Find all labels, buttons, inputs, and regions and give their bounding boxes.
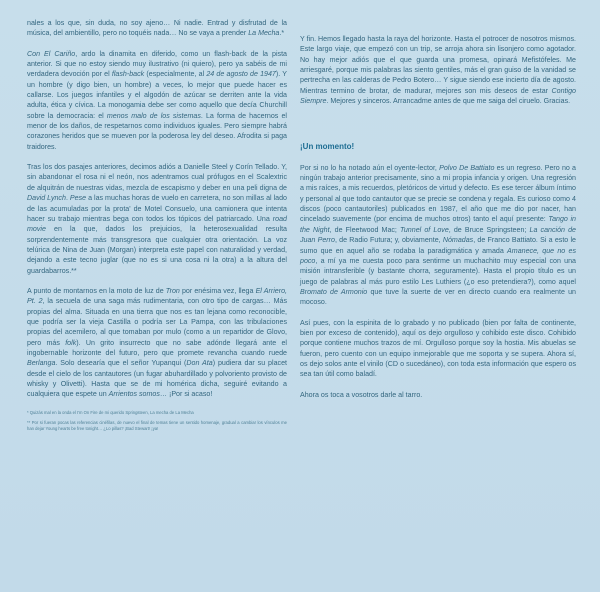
italic-run: Nómadas — [442, 236, 474, 245]
footnote-2: ** Por si fueran pocas las referencias cinéfilas, de nuevo el final de temas tiene un sentido homenaje, gradual a cambiar los vínculos me han dejar Young hearts be free tonight… ¿Lo pillas? ¡Bad Stewart! ¡ya! — [27, 419, 287, 431]
italic-run: Tron — [165, 286, 180, 295]
right-paragraph-2 — [300, 163, 576, 308]
italic-run: folk — [65, 338, 77, 347]
italic-run: La Mecha — [248, 29, 280, 38]
text-run: por enésima vez, llega — [179, 286, 256, 295]
italic-run: Pese — [69, 194, 87, 203]
text-run: . Solo desearía que el señor Yupanqui ( — [55, 359, 187, 368]
text-run: ). Un grito insurrecto que no sabe adónde llegará ante el ingobernable horizonte del futuro, pero que promete revancha cuando ruede — [27, 338, 287, 357]
text-run: ) pudiera dar su placet desde el cielo de los cantautores (un fugar abuhardillado y polvoriento provisto de whisky y Olivetti). Hasta que se de mi homérica dicha, seguiré evitando a cualquiera que espete un — [27, 359, 287, 399]
text-run: que tuve la suerte de ver en directo cuando era realmente un mocoso. — [300, 287, 576, 307]
right-paragraph-4: Ahora os toca a vosotros darle al tarro. — [300, 390, 423, 399]
italic-run: El Arriero, Pt. 2 — [27, 286, 287, 306]
italic-run: flash-back — [111, 70, 145, 79]
text-run: , de Fleetwood Mac; — [329, 225, 401, 234]
text-run: . — [65, 194, 70, 203]
left-paragraph-2 — [27, 49, 287, 152]
text-run: nales a los que, sin duda, no soy ajeno… Ni nadie. Entrad y disfrutad de la música, del ambientillo, pero no toquéis nada… No se vaya a prender — [27, 19, 287, 38]
text-run: , de Franco Battiato. Si a esto le sumo que en aquel año se rodaba la paradigmática y amada — [300, 236, 576, 255]
text-run: a las muchas horas de vuelo en carretera, no son millas al lado de las acumuladas por la prota' de Motel Consuelo, una camionera que intenta hacer su trabajo mientras bega con todos los tópicos del patriarcado. Una — [27, 194, 287, 223]
italic-run: 24 de agosto de 1947 — [206, 70, 276, 79]
italic-run: Tango in the Night — [300, 215, 576, 234]
text-run: Y fin. Hemos llegado hasta la raya del horizonte. Hasta el potrocer de nosotros mismos. Este largo viaje, que empezó con un trip, se arroja ahora sin lisonjero como agotador. No hay mejor adiós que el que guarda una promesa, opinará Mefistófeles. Me arriesgaré, porque mis palabras las siento gentiles, más el gran guiso de la vanidad se pertrecha en las calderas de Pedro Botero… Y sigue siendo ese incierto día de agosto. Mientras termino de brotar, de madurar, mejores son mis deseos de estar — [300, 35, 576, 95]
italic-run: Con El Cariño — [27, 49, 76, 58]
text-run: .* — [279, 29, 285, 38]
text-run: , la secuela de una saga más rudimentaria, con otro tipo de cargas… Más propias del alma. Situada en una tierra que nos es tan lejana como reconocible, que podría ser la vieja Castilla o podría ser La Pampa, con las tribulaciones propias del acemilero, al que tomaban por mulo (como a un repartidor de Glovo, pero más — [27, 297, 287, 347]
text-run: , ardo la dinamita en diferido, como un flash-back de la pista anterior. Si que no estoy siendo muy ilustrativo (ni quiero), pero ya sabéis de mi verdadera devoción por el — [27, 49, 287, 79]
text-run: , de Bruce Springsteen; — [448, 225, 530, 234]
text-run: . La forma de hacernos el menor de los daños, de respetarnos como individuos iguales. Pero siempre habrá corazones heridos que se mueven por la poderosa ley del deseo. Afrodita si paga traidores. — [27, 111, 287, 151]
italic-run: menos malo de los sistemas — [106, 111, 201, 120]
italic-run: David Lynch — [27, 194, 66, 203]
text-run: ). Y un hombre (y digo bien, un hombre) a veces, lo mejor que puede hacer es callarse. Los juegos infantiles y el algodón de azúcar se derriten ante la vida adulta, ética y cívica. La monogamia debe ser como aquello que decía Churchill sobre la democracia: el — [27, 70, 287, 120]
italic-run: La canción de Juan Perro — [300, 225, 576, 245]
footnotes — [27, 410, 287, 432]
left-paragraph-3 — [27, 162, 287, 276]
italic-run: Don Ata — [186, 359, 213, 368]
italic-run: Arrientos somos — [108, 390, 160, 399]
text-run: , de Radio Futura; y, obviamente, — [334, 236, 443, 245]
text-run: Tras los dos pasajes anteriores, decimos adiós a Danielle Steel y Corín Tellado. Y, sin abandonar el rosa ni el neón, nos adentramos cual prófugos en el Scalextric de alquitrán de nuestras vidas, mezcla de escapismo y deber en una peli digna de — [27, 163, 287, 192]
italic-run: Tunnel of Love — [400, 225, 449, 234]
right-paragraph-1 — [300, 34, 576, 106]
text-run: en la que, dados los prejuicios, la heterosexualidad resulta sorprendentemente más transgresora que cualquier otra orientación. La voz telúrica de Nina de Juan (Morgan) interpreta este papel con naturalidad y verdad, dejando a este tecno juglar (que no es si una cosa ni la otra) a la altura del guardabarros.** — [27, 225, 287, 275]
section-heading: ¡Un momento! — [300, 142, 355, 152]
left-paragraph-4 — [27, 286, 287, 400]
text-run: . Mejores y sinceros. Arrancadme antes de que me saiga del ciruelo. Gracias. — [326, 97, 571, 106]
text-run: Por si no lo ha notado aún el oyente-lector, — [300, 163, 440, 172]
italic-run: Bromato de Armonio — [300, 287, 368, 296]
text-run: … ¡Por si acaso! — [159, 390, 213, 399]
italic-run: Contigo Siempre — [300, 86, 576, 106]
left-column — [27, 18, 287, 436]
text-run: (especialmente, al — [144, 70, 207, 79]
right-paragraph-3: Así pues, con la espinita de lo grabado y no publicado (bien por falta de continente, bien por exceso de contenido), aquí os dejo orgulloso y cohibido este disco. Cohibido porque contiene muchos trazos de mí. Orgulloso porque soy la hostia. Mis abuelas se fueron, pero cuento con un equipo inmejorable que me soporta y se supera. Ahora sí, os dejo solos ante el vinilo (CD o sucedáneo), con toda esta información que espero os sea tan útil como baladí. — [300, 318, 576, 379]
italic-run: Polvo De Battiato — [439, 163, 495, 172]
footnote-1: * Quizás mal en la onda el I'm On Fire de mi querido Springsteen, La mecha de La Mecha — [27, 409, 194, 415]
italic-run: Berlanga — [27, 359, 56, 368]
text-run: es un regreso. Pero no a ningún trabajo anterior precisamente, sino a mi propia infancia y origen. Una regresión a mis raíces, a mis recuerdos, pletóricos de virtud y defecto. Es ese tercer álbum íntimo y personal al que todo cantautor que se precie se condena y regala. Es curioso como 4 discos (poco cantautoriles) publicados en 1987, el año que me dio por nacer, han cincelado suavemente (por encima de muchos otros) tanto el aquí presente: — [300, 163, 576, 224]
text-run: A punto de montarnos en la moto de luz de — [27, 286, 166, 295]
right-column — [300, 34, 576, 410]
italic-run: Amanece, que no es poco — [300, 246, 576, 265]
italic-run: road movie — [27, 214, 287, 234]
text-run: , a mí ya me cuesta poco para sentirme un muchachito muy especial con una misión intransferible (y bastante chorra, seguramente). Hasta el propio título es un juego de palabras al más puro estilo Les Luthiers (¿o eso pretendiera?), como aquel — [300, 256, 576, 286]
left-paragraph-1 — [27, 18, 287, 39]
